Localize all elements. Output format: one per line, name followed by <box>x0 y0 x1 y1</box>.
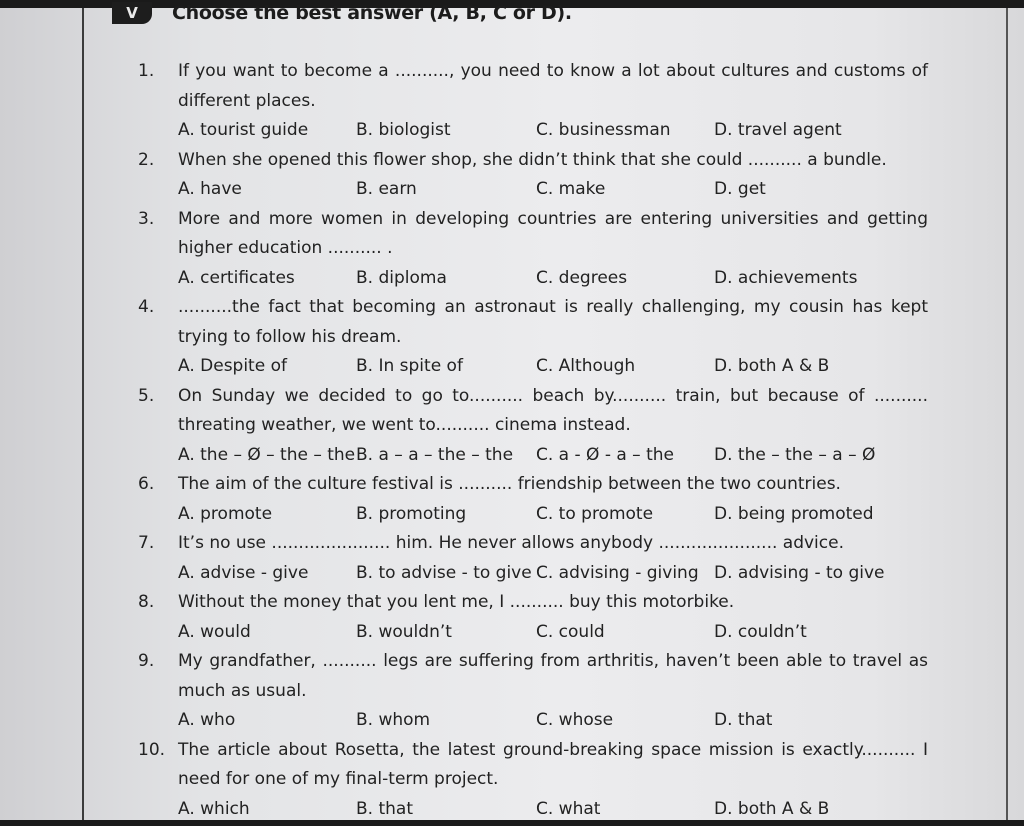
option-d[interactable]: D. advising - to give <box>714 562 885 583</box>
question-stem: The aim of the culture festival is .......... friendship between the two countries. <box>178 474 841 494</box>
option-d[interactable]: D. the – the – a – Ø <box>714 444 876 465</box>
option-a[interactable]: A. the – Ø – the – the <box>178 444 356 465</box>
option-b[interactable]: B. In spite of <box>356 356 463 376</box>
answer-options <box>178 441 928 471</box>
question-number: 4. <box>138 297 155 317</box>
option-b[interactable]: B. whom <box>356 710 431 730</box>
answer-options <box>178 175 928 205</box>
option-d[interactable]: D. travel agent <box>714 120 842 140</box>
question-number: 1. <box>138 61 155 81</box>
option-c[interactable]: C. what <box>536 798 601 819</box>
answer-options <box>178 500 928 530</box>
answer-options <box>178 795 928 825</box>
option-a[interactable]: A. advise - give <box>178 562 309 583</box>
question-2 <box>138 146 928 205</box>
option-b[interactable]: B. a – a – the – the <box>356 444 514 465</box>
option-b[interactable]: B. diploma <box>356 267 447 288</box>
right-margin-line <box>1006 8 1008 820</box>
question-9 <box>138 647 928 736</box>
answer-options <box>178 706 928 736</box>
question-number: 5. <box>138 385 155 406</box>
option-b[interactable]: B. biologist <box>356 120 451 140</box>
question-stem: Without the money that you lent me, I .......... buy this motorbike. <box>178 592 735 612</box>
question-number: 2. <box>138 149 155 170</box>
question-stem: It’s no use ...................... him. He never allows anybody ...................... advice. <box>178 533 844 553</box>
option-a[interactable]: A. who <box>178 710 236 730</box>
option-a[interactable]: A. would <box>178 621 251 642</box>
worksheet-page <box>0 2 1024 820</box>
answer-options <box>178 116 928 146</box>
question-stem: If you want to become a .........., you need to know a lot about cultures and customs of different places. <box>178 61 928 111</box>
option-c[interactable]: C. could <box>536 621 605 642</box>
option-a[interactable]: A. which <box>178 798 250 819</box>
option-c[interactable]: C. to promote <box>536 503 654 524</box>
question-number: 7. <box>138 533 155 553</box>
left-margin-line <box>82 8 84 820</box>
option-a[interactable]: A. have <box>178 179 242 199</box>
option-d[interactable]: D. being promoted <box>714 503 874 524</box>
option-d[interactable]: D. both A & B <box>714 356 830 376</box>
option-c[interactable]: C. advising - giving <box>536 562 699 583</box>
question-stem: My grandfather, .......... legs are suffering from arthritis, haven’t been able to travel as much as usual. <box>178 651 928 701</box>
question-7 <box>138 529 928 588</box>
option-c[interactable]: C. Although <box>536 356 636 376</box>
question-6 <box>138 470 928 529</box>
question-4 <box>138 293 928 382</box>
option-c[interactable]: C. degrees <box>536 267 628 288</box>
question-number: 9. <box>138 651 155 671</box>
option-b[interactable]: B. promoting <box>356 503 467 524</box>
option-b[interactable]: B. wouldn’t <box>356 621 452 642</box>
question-number: 10. <box>138 739 166 760</box>
option-b[interactable]: B. that <box>356 798 413 819</box>
option-d[interactable]: D. get <box>714 179 766 199</box>
question-number: 3. <box>138 208 155 229</box>
question-stem: More and more women in developing countries are entering universities and getting higher education .......... . <box>178 208 928 258</box>
option-d[interactable]: D. achievements <box>714 267 858 288</box>
option-a[interactable]: A. certificates <box>178 267 295 288</box>
question-5 <box>138 382 928 471</box>
option-c[interactable]: C. a - Ø - a – the <box>536 444 674 465</box>
option-b[interactable]: B. earn <box>356 179 417 199</box>
question-number: 8. <box>138 592 155 612</box>
option-b[interactable]: B. to advise - to give <box>356 562 532 583</box>
question-stem: ..........the fact that becoming an astronaut is really challenging, my cousin has kept trying to follow his dream. <box>178 297 928 347</box>
option-d[interactable]: D. couldn’t <box>714 621 807 642</box>
question-stem: The article about Rosetta, the latest ground-breaking space mission is exactly.......... I need for one of my final-term project. <box>178 739 928 789</box>
option-a[interactable]: A. Despite of <box>178 356 287 376</box>
question-10 <box>138 736 928 825</box>
answer-options <box>178 264 928 294</box>
option-c[interactable]: C. businessman <box>536 120 671 140</box>
answer-options <box>178 618 928 648</box>
option-a[interactable]: A. promote <box>178 503 273 524</box>
question-8 <box>138 588 928 647</box>
answer-options <box>178 352 928 382</box>
question-3 <box>138 205 928 294</box>
option-d[interactable]: D. both A & B <box>714 798 830 819</box>
section-header <box>112 2 572 24</box>
question-list <box>138 57 928 824</box>
option-d[interactable]: D. that <box>714 710 773 730</box>
section-title: Choose the best answer (A, B, C or D). <box>172 2 572 24</box>
question-stem: On Sunday we decided to go to.......... beach by.......... train, but because of .......... threating weather, we went to.......... cinema instead. <box>178 385 928 435</box>
question-number: 6. <box>138 474 155 494</box>
answer-options <box>178 559 928 589</box>
option-c[interactable]: C. whose <box>536 710 614 730</box>
question-stem: When she opened this flower shop, she didn’t think that she could .......... a bundle. <box>178 149 887 170</box>
question-1 <box>138 57 928 146</box>
option-a[interactable]: A. tourist guide <box>178 120 309 140</box>
section-badge: V <box>112 2 152 24</box>
option-c[interactable]: C. make <box>536 179 606 199</box>
